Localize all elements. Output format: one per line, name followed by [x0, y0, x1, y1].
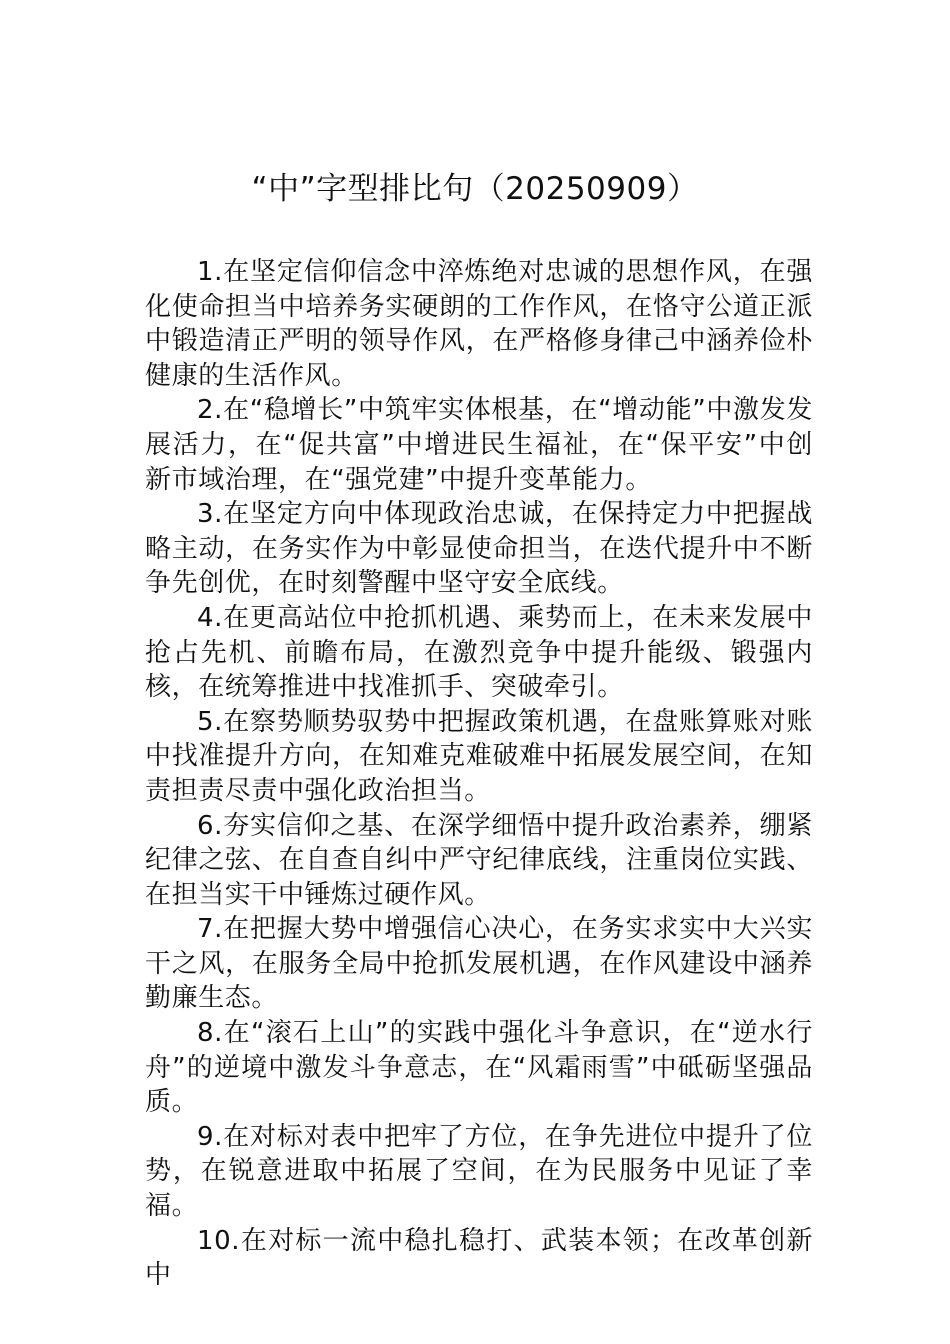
paragraph-2: 2.在“稳增长”中筑牢实体根基，在“增动能”中激发发展活力，在“促共富”中增进民生福祉，在“保平安”中创新市域治理，在“强党建”中提升变革能力。: [145, 395, 813, 495]
paragraph-7: 7.在把握大势中增强信心决心，在务实求实中大兴实干之风，在服务全局中抢抓发展机遇，在作风建设中涵养勤廉生态。: [145, 914, 813, 1014]
paragraph-4: 4.在更高站位中抢抓机遇、乘势而上，在未来发展中抢占先机、前瞻布局，在激烈竞争中提升能级、锻强内核，在统筹推进中找准抓手、突破牵引。: [145, 602, 813, 703]
paragraph-10: 10.在对标一流中稳扎稳打、武装本领；在改革创新中: [145, 1225, 813, 1291]
paragraph-8: 8.在“滚石上山”的实践中强化斗争意识，在“逆水行舟”的逆境中激发斗争意志，在“风霜雨雪”中砥砺坚强品质。: [145, 1018, 813, 1118]
paragraph-3: 3.在坚定方向中体现政治忠诚，在保持定力中把握战略主动，在务实作为中彰显使命担当，在迭代提升中不断争先创优，在时刻警醒中坚守安全底线。: [145, 499, 813, 599]
paragraph-1: 1.在坚定信仰信念中淬炼绝对忠诚的思想作风，在强化使命担当中培养务实硬朗的工作作风，在恪守公道正派中锻造清正严明的领导作风，在严格修身律己中涵养俭朴健康的生活作风。: [145, 257, 813, 391]
paragraph-6: 6.夯实信仰之基、在深学细悟中提升政治素养，绷紧纪律之弦、在自查自纠中严守纪律底线，注重岗位实践、在担当实干中锤炼过硬作风。: [145, 810, 813, 910]
document-body: [145, 255, 813, 1293]
paragraph-5: 5.在察势顺势驭势中把握政策机遇，在盘账算账对账中找准提升方向，在知难克难破难中拓展发展空间，在知责担责尽责中强化政治担当。: [145, 706, 813, 806]
document-title: “中”字型排比句（20250909）: [251, 171, 699, 207]
paragraph-9: 9.在对标对表中把牢了方位，在争先进位中提升了位势，在锐意进取中拓展了空间，在为民服务中见证了幸福。: [145, 1121, 813, 1222]
